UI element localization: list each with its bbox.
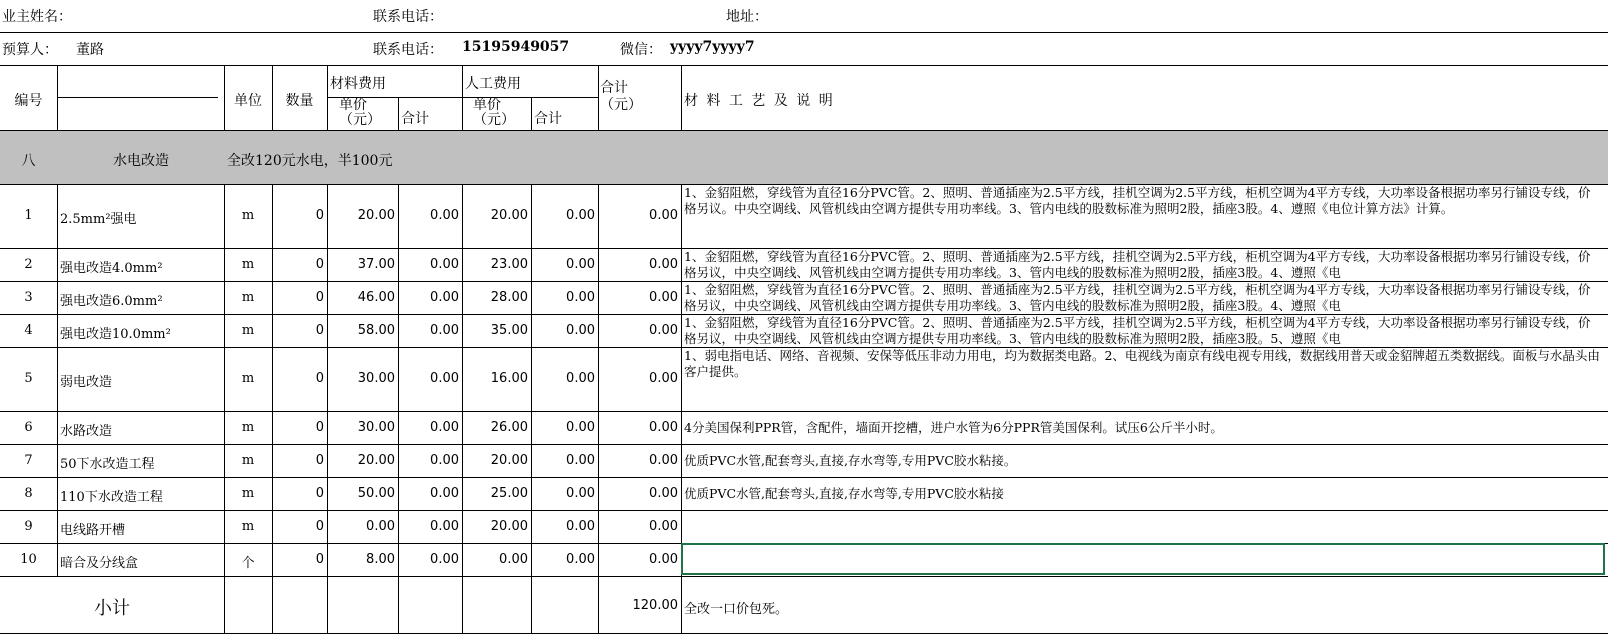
cell-id: 9 [24,518,33,534]
col-header-material-subtotal: 合计 [401,111,429,127]
cell-mp: 50.00 [357,485,395,501]
owner-label: 业主姓名： [2,9,72,25]
cell-lp: 0.00 [499,551,528,567]
col-header-description: 材 料 工 艺 及 说 明 [684,93,835,109]
cell-ls: 0.00 [566,289,595,305]
col-header-material-price: 单价（元） [339,98,381,128]
cell-id: 3 [24,289,33,305]
subtotal-total: 120.00 [632,598,678,613]
cell-unit: m [241,452,255,468]
cell-name: 暗合及分线盒 [60,555,139,571]
cell-tot: 0.00 [649,452,678,468]
cell-name: 电线路开槽 [60,522,126,538]
estimator-phone: 15195949057 [462,39,570,55]
cell-name: 强电改造4.0mm² [60,260,163,276]
cell-name: 强电改造10.0mm² [60,326,171,342]
col-header-id: 编号 [14,93,43,109]
cell-tot: 0.00 [649,289,678,305]
cell-ls: 0.00 [566,256,595,272]
cell-tot: 0.00 [649,208,678,223]
cell-qty: 0 [315,208,324,223]
wechat-id: yyyy7yyyy7 [670,39,755,55]
section-id: 八 [21,153,36,169]
cell-tot: 0.00 [649,256,678,272]
cell-qty: 0 [315,452,324,468]
cell-id: 5 [24,371,33,386]
cell-mp: 37.00 [357,256,395,272]
cell-tot: 0.00 [649,322,678,338]
cell-description: 4分美国保利PPR管，含配件，墙面开挖槽，进户水管为6分PPR管美国保利。试压6公斤半小时。 [684,419,1223,435]
cell-mp: 8.00 [366,551,395,567]
cell-lp: 16.00 [490,371,528,386]
cell-name: 2.5mm²强电 [60,212,137,227]
cell-description: 1、金貂阻燃，穿线管为直径16分PVC管。2、照明、普通插座为2.5平方线，挂机空调为2.5平方线，柜机空调为4平方专线，大功率设备根据功率另行铺设专线，价格另议，中央空调线、风管机线由空调方提供专用功率线。3、管内电线的股数标准为照明2股，插座3股。5、遵照《电 [684,315,1591,346]
cell-ms: 0.00 [430,551,459,567]
subtotal-note: 全改一口价包死。 [684,602,789,617]
cell-ls: 0.00 [566,485,595,501]
cell-ms: 0.00 [430,208,459,223]
cell-description [684,511,1600,543]
col-header-labor: 人工费用 [465,76,521,92]
cell-tot: 0.00 [649,551,678,567]
cell-name: 弱电改造 [60,375,113,390]
cell-ls: 0.00 [566,322,595,338]
cell-qty: 0 [315,518,324,534]
cell-unit: 个 [241,555,255,571]
cell-ls: 0.00 [566,208,595,223]
cell-ls: 0.00 [566,452,595,468]
cell-unit: m [241,419,255,435]
cell-qty: 0 [315,256,324,272]
cell-lp: 35.00 [490,322,528,338]
cell-id: 8 [24,485,33,501]
cell-lp: 25.00 [490,485,528,501]
cell-qty: 0 [315,485,324,501]
cell-tot: 0.00 [649,419,678,435]
cell-mp: 20.00 [357,208,395,223]
cell-mp: 46.00 [357,289,395,305]
cell-qty: 0 [315,551,324,567]
col-header-unit: 单位 [234,93,262,109]
cell-ms: 0.00 [430,322,459,338]
cell-qty: 0 [315,419,324,435]
cell-ls: 0.00 [566,371,595,386]
estimator-name: 董路 [76,42,104,58]
cell-ms: 0.00 [430,485,459,501]
active-cell-outline[interactable] [681,543,1605,575]
cell-id: 1 [24,208,33,223]
address-label: 地址： [726,9,768,25]
cell-unit: m [241,208,255,223]
cell-unit: m [241,485,255,501]
cell-ms: 0.00 [430,419,459,435]
cell-unit: m [241,518,255,534]
cell-ls: 0.00 [566,551,595,567]
cell-lp: 26.00 [490,419,528,435]
cell-ms: 0.00 [430,371,459,386]
estimator-phone-label: 联系电话： [373,42,443,58]
cell-mp: 30.00 [357,371,395,386]
cell-tot: 0.00 [649,485,678,501]
cell-lp: 20.00 [490,208,528,223]
cell-lp: 20.00 [490,452,528,468]
cell-mp: 20.00 [357,452,395,468]
cell-qty: 0 [315,371,324,386]
cell-unit: m [241,371,255,386]
col-header-labor-price: 单价（元） [473,98,515,128]
cell-qty: 0 [315,289,324,305]
cell-ls: 0.00 [566,419,595,435]
cell-name: 强电改造6.0mm² [60,293,163,309]
cell-name: 50下水改造工程 [60,456,155,472]
cell-ms: 0.00 [430,289,459,305]
cell-ls: 0.00 [566,518,595,534]
section-name: 水电改造 [113,153,169,169]
cell-name: 110下水改造工程 [60,489,163,505]
col-header-labor-subtotal: 合计 [534,111,562,127]
section-note: 全改120元水电，半100元 [227,153,393,169]
cell-id: 7 [24,452,33,468]
wechat-label: 微信： [620,42,662,58]
col-header-material: 材料费用 [330,76,386,92]
cell-ms: 0.00 [430,452,459,468]
cell-name: 水路改造 [60,423,113,439]
cell-ms: 0.00 [430,518,459,534]
cell-description: 优质PVC水管,配套弯头,直接,存水弯等,专用PVC胶水粘接 [684,485,1004,501]
estimator-label: 预算人： [2,42,58,58]
cell-tot: 0.00 [649,518,678,534]
cell-mp: 30.00 [357,419,395,435]
cell-description: 1、金貂阻燃，穿线管为直径16分PVC管。2、照明、普通插座为2.5平方线，挂机空调为2.5平方线，柜机空调为4平方专线，大功率设备根据功率另行铺设专线，价格另议。中央空调线、风管机线由空调方提供专用功率线。3、管内电线的股数标准为照明2股，插座3股。4、遵照《电位计算方法》计算。 [684,185,1591,216]
col-header-qty: 数量 [285,93,314,109]
col-header-total: 合计（元） [600,80,642,113]
cell-unit: m [241,289,255,305]
cell-tot: 0.00 [649,371,678,386]
cell-id: 2 [24,256,33,272]
cell-mp: 0.00 [366,518,395,534]
cell-description: 1、弱电指电话、网络、音视频、安保等低压非动力用电，均为数据类电路。2、电视线为南京有线电视专用线，数据线用普天或金貂牌超五类数据线。面板与水晶头由客户提供。 [684,348,1600,379]
cell-qty: 0 [315,322,324,338]
cell-mp: 58.00 [357,322,395,338]
cell-lp: 20.00 [490,518,528,534]
owner-phone-label: 联系电话： [373,9,443,25]
cell-lp: 28.00 [490,289,528,305]
cell-description: 1、金貂阻燃，穿线管为直径16分PVC管。2、照明、普通插座为2.5平方线，挂机空调为2.5平方线，柜机空调为4平方专线，大功率设备根据功率另行铺设专线，价格另议，中央空调线、风管机线由空调方提供专用功率线。3、管内电线的股数标准为照明2股，插座3股。4、遵照《电 [684,282,1591,313]
cell-description: 1、金貂阻燃，穿线管为直径16分PVC管。2、照明、普通插座为2.5平方线，挂机空调为2.5平方线，柜机空调为4平方专线，大功率设备根据功率另行铺设专线，价格另议，中央空调线、风管机线由空调方提供专用功率线。3、管内电线的股数标准为照明2股，插座3股。4、遵照《电 [684,249,1591,280]
cell-id: 6 [24,419,33,435]
cell-unit: m [241,322,255,338]
cell-id: 4 [24,322,33,338]
cell-description: 优质PVC水管,配套弯头,直接,存水弯等,专用PVC胶水粘接。 [684,452,1017,468]
cell-lp: 23.00 [490,256,528,272]
cell-ms: 0.00 [430,256,459,272]
cell-unit: m [241,256,255,272]
subtotal-label: 小计 [94,598,130,619]
cell-id: 10 [20,551,37,567]
